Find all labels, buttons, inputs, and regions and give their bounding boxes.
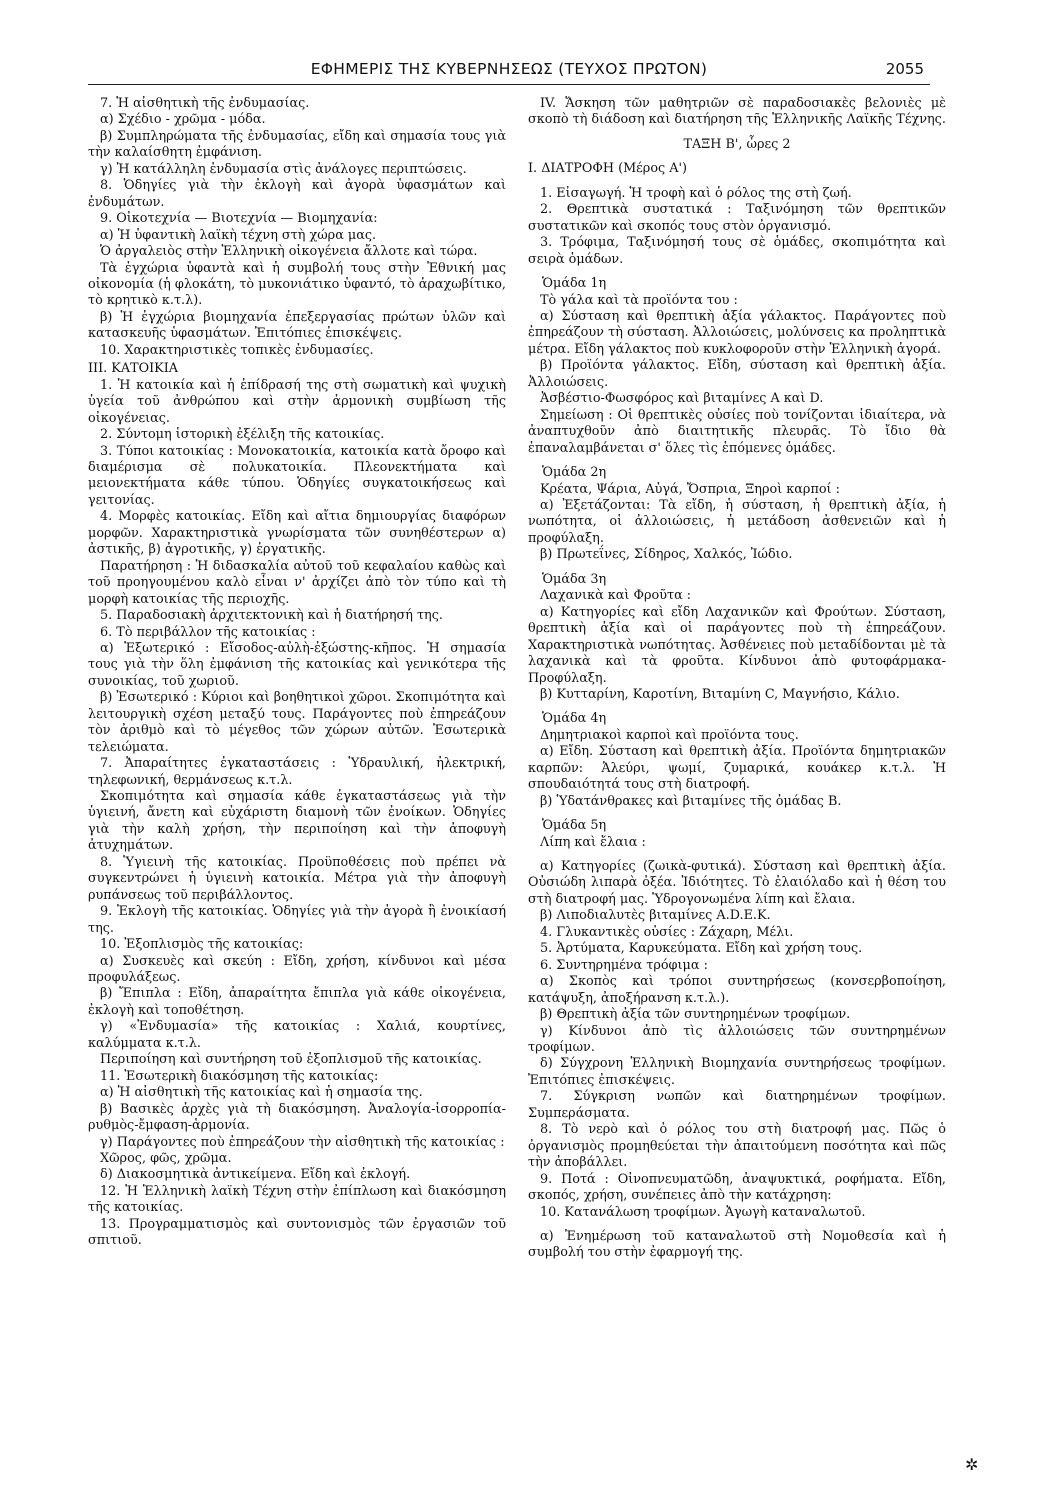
paragraph: α) Σύσταση καὶ θρεπτικὴ ἀξία γάλακτος. Παράγοντες ποὺ ἐπηρεάζουν τὴ σύσταση. Ἀλλοιώσεις, μολύνσεις κα προληπτικὰ μέτρα. Εἴδη γάλακτος ποὺ κυκλοφοροῦν στὴν Ἑλληνικὴ ἀγορά. bbox=[528, 308, 946, 357]
paragraph: 3. Τύποι κατοικίας : Μονοκατοικία, κατοικία κατὰ ὄροφο καὶ διαμέρισμα σὲ πολυκατοικία. Πλεονεκτήματα καὶ μειονεκτήματα κάθε τύπου. Ὁδηγίες συγκατοικήσεως καὶ γειτονίας. bbox=[88, 443, 506, 508]
paragraph: α) Κατηγορίες καὶ εἴδη Λαχανικῶν καὶ Φρούτων. Σύσταση, θρεπτικὴ ἀξία καὶ οἱ παράγοντες ποὺ τὴ ἐπηρεάζουν. Χαρακτηριστικὰ νωπότητας. Ἀσθένειες ποὺ μεταδίδονται μὲ τὰ λαχανικὰ καὶ τὰ φροῦτα. Κίνδυνοι ἀπὸ φυτοφάρμακα-Προφύλαξη. bbox=[528, 604, 946, 686]
paragraph: α) Σκοπὸς καὶ τρόποι συντηρήσεως (κονσερβοποίηση, κατάψυξη, ἀποξήρανση κ.τ.λ.). bbox=[528, 974, 946, 1006]
paragraph: 7. Ἀπαραίτητες ἐγκαταστάσεις : Ὑδραυλική, ἠλεκτρική, τηλεφωνική, θερμάνσεως κ.τ.λ. bbox=[88, 756, 506, 788]
paragraph: α) Ἐνημέρωση τοῦ καταναλωτοῦ στὴ Νομοθεσία καὶ ἡ συμβολή του στὴν ἐφαρμογή της. bbox=[528, 1229, 946, 1261]
paragraph: 5. Παραδοσιακὴ ἀρχιτεκτονικὴ καὶ ἡ διατήρησή της. bbox=[100, 608, 443, 624]
paragraph: 10. Ἐξοπλισμὸς τῆς κατοικίας: bbox=[100, 937, 304, 953]
paragraph: α) Σχέδιο - χρῶμα - μόδα. bbox=[100, 112, 266, 128]
group-title: Ὁμάδα 3η bbox=[542, 571, 607, 587]
group-title: Ὁμάδα 5η bbox=[542, 818, 607, 834]
paragraph: β) Ἡ ἐγχώρια βιομηχανία ἐπεξεργασίας πρώτων ὑλῶν καὶ κατασκευῆς ὑφασμάτων. Ἐπιτόπιες ἐπισκέψεις. bbox=[88, 309, 506, 342]
printer-mark-icon: ✲ bbox=[965, 1455, 979, 1474]
paragraph: 2. Σύντομη ἱστορικὴ ἐξέλιξη τῆς κατοικίας. bbox=[100, 427, 385, 443]
page-number: 2055 bbox=[885, 60, 924, 78]
paragraph: 7. Σύγκριση νωπῶν καὶ διατηρημένων τροφίμων. Συμπεράσματα. bbox=[528, 1089, 946, 1121]
paragraph: 9. Ἐκλογὴ τῆς κατοικίας. Ὁδηγίες γιὰ τὴν ἀγορὰ ἢ ἐνοικίασή της. bbox=[88, 904, 506, 936]
paragraph: α) Ἐξετάζονται: Τὰ εἴδη, ἡ σύσταση, ἡ θρεπτικὴ ἀξία, ἡ νωπότητα, οἱ ἀλλοιώσεις, ἡ μετάδοση ἀσθενειῶν καὶ ἡ προφύλαξη. bbox=[528, 497, 946, 546]
paragraph: δ) Σύγχρονη Ἑλληνικὴ Βιομηχανία συντηρήσεως τροφίμων. Ἐπιτόπιες ἐπισκέψεις. bbox=[528, 1056, 946, 1088]
paragraph: 9. Οἰκοτεχνία — Βιοτεχνία — Βιομηχανία: bbox=[100, 211, 378, 227]
paragraph: α) Ἡ αἰσθητικὴ τῆς κατοικίας καὶ ἡ σημασία της. bbox=[100, 1085, 423, 1101]
paragraph: β) Προϊόντα γάλακτος. Εἴδη, σύσταση καὶ θρεπτικὴ ἀξία. Ἀλλοιώσεις. bbox=[528, 358, 946, 390]
paragraph: 8. Ὑγιεινὴ τῆς κατοικίας. Προϋποθέσεις ποὺ πρέπει νὰ συγκεντρώνει ἡ ὑγιεινὴ κατοικία. Μέτρα γιὰ τὴν ἀποφυγὴ ρυπάνσεως τοῦ περιβάλλοντος. bbox=[88, 854, 506, 903]
paragraph: γ) Ἡ κατάλληλη ἐνδυμασία στὶς ἀνάλογες περιπτώσεις. bbox=[100, 161, 467, 177]
paragraph: IV. Ἄσκηση τῶν μαθητριῶν σὲ παραδοσιακὲς βελονιὲς μὲ σκοπὸ τὴ διάδοση καὶ διατήρηση τῆς Ἑλληνικῆς Λαϊκῆς Τέχνης. bbox=[528, 96, 946, 128]
paragraph: α) Ἡ ὑφαντικὴ λαϊκὴ τέχνη στὴ χώρα μας. bbox=[100, 227, 377, 243]
paragraph: 2. Θρεπτικὰ συστατικά : Ταξινόμηση τῶν θρεπτικῶν συστατικῶν καὶ σκοπός τους στὸν ὀργανισμό. bbox=[528, 202, 946, 234]
right-column bbox=[528, 96, 946, 1262]
paragraph: 6. Τὸ περιβάλλον τῆς κατοικίας : bbox=[100, 624, 316, 640]
paragraph: α) Κατηγορίες (ζωικὰ-φυτικά). Σύσταση καὶ θρεπτικὴ ἀξία. Οὐσιώδη λιπαρὰ ὀξέα. Ἰδιότητες. Τὸ ἐλαιόλαδο καὶ ἡ θέση του στὴ διατροφή μας. Ὑδρογονωμένα λίπη καὶ ἔλαια. bbox=[528, 859, 946, 907]
section-heading-diatrofi: Ι. ΔΙΑΤΡΟΦΗ (Μέρος Α') bbox=[528, 161, 688, 177]
paragraph: 4. Γλυκαντικὲς οὐσίες : Ζάχαρη, Μέλι. bbox=[540, 924, 794, 940]
paragraph: β) Ἐσωτερικό : Κύριοι καὶ βοηθητικοὶ χῶροι. Σκοπιμότητα καὶ λειτουργικὴ σχέση μεταξύ τους. Παράγοντες ποὺ ἐπηρεάζουν τὸν ἀριθμὸ καὶ τὸ μέγεθος τῶν χώρων αὐτῶν. Ἐσωτερικὰ τελειώματα. bbox=[88, 690, 506, 755]
paragraph: Ὁ ἀργαλειὸς στὴν Ἑλληνικὴ οἰκογένεια ἄλλοτε καὶ τώρα. bbox=[100, 244, 478, 260]
paragraph: 7. Ἡ αἰσθητικὴ τῆς ἐνδυμασίας. bbox=[100, 96, 310, 111]
paragraph: β) Πρωτεΐνες, Σίδηρος, Χαλκός, Ἰώδιο. bbox=[540, 547, 793, 563]
paragraph: 3. Τρόφιμα, Ταξινόμησή τους σὲ ὁμάδες, σκοπιμότητα καὶ σειρὰ ὁμάδων. bbox=[528, 235, 946, 267]
paragraph: 10. Χαρακτηριστικὲς τοπικὲς ἐνδυμασίες. bbox=[100, 342, 374, 358]
paragraph: β) Συμπληρώματα τῆς ἐνδυμασίας, εἴδη καὶ σημασία τους γιὰ τὴν καλαίσθητη ἐμφάνιση. bbox=[88, 128, 506, 161]
group-title: Ὁμάδα 2η bbox=[542, 465, 607, 481]
paragraph: β) Ἔπιπλα : Εἴδη, ἀπαραίτητα ἔπιπλα γιὰ κάθε οἰκογένεια, ἐκλογὴ καὶ τοποθέτηση. bbox=[88, 986, 506, 1018]
paragraph: δ) Διακοσμητικὰ ἀντικείμενα. Εἴδη καὶ ἐκλογή. bbox=[100, 1167, 411, 1183]
gazette-title: ΕΦΗΜΕΡΙΣ ΤΗΣ ΚΥΒΕΡΝΗΣΕΩΣ (ΤΕΥΧΟΣ ΠΡΩΤΟΝ) bbox=[310, 60, 708, 78]
paragraph: 6. Συντηρημένα τρόφιμα : bbox=[540, 957, 708, 973]
paragraph: γ) «Ἐνδυμασία» τῆς κατοικίας : Χαλιά, κουρτίνες, καλύμματα κ.τ.λ. bbox=[88, 1019, 506, 1051]
paragraph: Δημητριακοὶ καρποὶ καὶ προϊόντα τους. bbox=[540, 727, 799, 743]
paragraph: 1. Εἰσαγωγή. Ἡ τροφὴ καὶ ὁ ρόλος της στὴ ζωή. bbox=[540, 185, 852, 201]
paragraph: Περιποίηση καὶ συντήρηση τοῦ ἐξοπλισμοῦ τῆς κατοικίας. bbox=[100, 1052, 482, 1068]
paragraph: 11. Ἐσωτερικὴ διακόσμηση τῆς κατοικίας: bbox=[100, 1068, 379, 1084]
paragraph: 4. Μορφὲς κατοικίας. Εἴδη καὶ αἴτια δημιουργίας διαφόρων μορφῶν. Χαρακτηριστικὰ γνωρίσματα τῶν συνηθέστερων α) ἀστικῆς, β) ἀγροτικῆς, γ) ἐργατικῆς. bbox=[88, 509, 506, 558]
section-heading-katoikia: ΙΙΙ. ΚΑΤΟΙΚΙΑ bbox=[88, 361, 179, 377]
paragraph: 1. Ἡ κατοικία καὶ ἡ ἐπίδρασή της στὴ σωματικὴ καὶ ψυχικὴ ὑγεία τοῦ ἀνθρώπου καὶ στὴν ἁρμονικὴ συμβίωση τῆς οἰκογένειας. bbox=[88, 377, 506, 426]
class-title: ΤΑΞΗ Β', ὧρες 2 bbox=[683, 136, 791, 152]
paragraph: Σκοπιμότητα καὶ σημασία κάθε ἐγκαταστάσεως γιὰ τὴν ὑγιεινή, ἄνετη καὶ εὐχάριστη διαμονὴ τῶν ἐνοίκων. Ὁδηγίες γιὰ τὴν καλὴ χρήση, τὴν περιποίηση καὶ τὴν ἀποφυγὴ ἀτυχημάτων. bbox=[88, 789, 506, 854]
paragraph: Ἀσβέστιο-Φωσφόρος καὶ βιταμίνες Α καὶ D. bbox=[540, 391, 824, 407]
paragraph: β) Ὑδατάνθρακες καὶ βιταμίνες τῆς ὁμάδας Β. bbox=[540, 793, 842, 809]
paragraph: Λαχανικὰ καὶ Φροῦτα : bbox=[540, 588, 692, 604]
paragraph: 8. Ὁδηγίες γιὰ τὴν ἐκλογὴ καὶ ἀγορὰ ὑφασμάτων καὶ ἐνδυμάτων. bbox=[88, 178, 506, 210]
paragraph: γ) Κίνδυνοι ἀπὸ τὶς ἀλλοιώσεις τῶν συντηρημένων τροφίμων. bbox=[528, 1023, 946, 1056]
paragraph: β) Κυτταρίνη, Καροτίνη, Βιταμίνη C, Μαγνήσιο, Κάλιο. bbox=[540, 686, 900, 702]
paragraph: Χῶρος, φῶς, χρῶμα. bbox=[100, 1151, 232, 1166]
paragraph: α) Εἴδη. Σύσταση καὶ θρεπτικὴ ἀξία. Προϊόντα δημητριακῶν καρπῶν: Ἀλεύρι, ψωμί, ζυμαρικά, κουάκερ κ.τ.λ. Ἡ σπουδαιότητά τους στὴ διατροφή. bbox=[528, 744, 946, 793]
paragraph: α) Συσκευὲς καὶ σκεύη : Εἴδη, χρήση, κίνδυνοι καὶ μέσα προφυλάξεως. bbox=[88, 953, 506, 986]
paragraph: 12. Ἡ Ἑλληνικὴ λαϊκὴ Τέχνη στὴν ἐπίπλωση καὶ διακόσμηση τῆς κατοικίας. bbox=[88, 1183, 506, 1216]
paragraph: γ) Παράγοντες ποὺ ἐπηρεάζουν τὴν αἰσθητικὴ τῆς κατοικίας : bbox=[100, 1134, 505, 1150]
paragraph: Λίπη καὶ ἔλαια : bbox=[540, 834, 646, 850]
paragraph: β) Βασικὲς ἀρχὲς γιὰ τὴ διακόσμηση. Ἀναλογία-ἰσορροπία-ρυθμὸς-ἔμφαση-ἁρμονία. bbox=[88, 1101, 506, 1134]
paragraph: Παρατήρηση : Ἡ διδασκαλία αὐτοῦ τοῦ κεφαλαίου καθὼς καὶ τοῦ προηγουμένου καλὸ εἶναι ν' ἀρχίζει ἀπὸ τὸν τύπο καὶ τὴ μορφὴ κατοικίας τῆς περιοχῆς. bbox=[88, 558, 506, 607]
page-header bbox=[88, 60, 930, 85]
paragraph: 8. Τὸ νερὸ καὶ ὁ ρόλος του στὴ διατροφή μας. Πῶς ὁ ὀργανισμὸς προμηθεύεται τὴν ἀπαιτούμενη ποσότητα καὶ πῶς τὴν ἀποβάλλει. bbox=[528, 1122, 946, 1171]
paragraph: Κρέατα, Ψάρια, Αὐγά, Ὄσπρια, Ξηροὶ καρποί : bbox=[540, 481, 840, 497]
paragraph: Τὸ γάλα καὶ τὰ προϊόντα του : bbox=[540, 292, 738, 308]
paragraph: 9. Ποτά : Οἰνοπνευματῶδη, ἀναψυκτικά, ροφήματα. Εἴδη, σκοπός, χρήση, συνέπειες ἀπὸ τὴν κατάχρηση: bbox=[528, 1171, 946, 1204]
group-title: Ὁμάδα 1η bbox=[542, 276, 607, 292]
paragraph: 10. Κατανάλωση τροφίμων. Ἀγωγὴ καταναλωτοῦ. bbox=[540, 1204, 866, 1220]
paragraph: Σημείωση : Οἱ θρεπτικὲς οὐσίες ποὺ τονίζονται ἰδιαίτερα, νὰ ἀναπτυχθοῦν ἀπὸ διαιτητικῆς πλευρᾶς. Τὸ ἴδιο θὰ ἐπαναλαμβάνεται σ' ὅλες τὶς ἑπόμενες ὁμάδες. bbox=[528, 407, 946, 456]
paragraph: 13. Προγραμματισμὸς καὶ συντονισμὸς τῶν ἐργασιῶν τοῦ σπιτιοῦ. bbox=[88, 1216, 506, 1249]
paragraph: α) Ἐξωτερικό : Εἴσοδος-αὐλὴ-ἐξώστης-κῆπος. Ἡ σημασία τους γιὰ τὴν ὅλη ἐμφάνιση τῆς κατοικίας καὶ γενικότερα τῆς συνοικίας, τοῦ χωριοῦ. bbox=[88, 640, 506, 689]
paragraph: 5. Ἀρτύματα, Καρυκεύματα. Εἴδη καὶ χρήση τους. bbox=[540, 941, 863, 957]
paragraph: β) Θρεπτικὴ ἀξία τῶν συντηρημένων τροφίμων. bbox=[540, 1007, 851, 1023]
group-title: Ὁμάδα 4η bbox=[542, 711, 607, 727]
paragraph: Τὰ ἐγχώρια ὑφαντὰ καὶ ἡ συμβολή τους στὴν Ἐθνική μας οἰκονομία (ἡ φλοκάτη, τὸ μυκονιάτικο ὑφαντό, τὸ ἀραχωβίτικο, τὸ κρητικὸ κ.τ.λ). bbox=[88, 260, 506, 309]
left-column bbox=[88, 96, 506, 1250]
paragraph: β) Λιποδιαλυτὲς βιταμίνες A.D.E.K. bbox=[540, 908, 771, 924]
